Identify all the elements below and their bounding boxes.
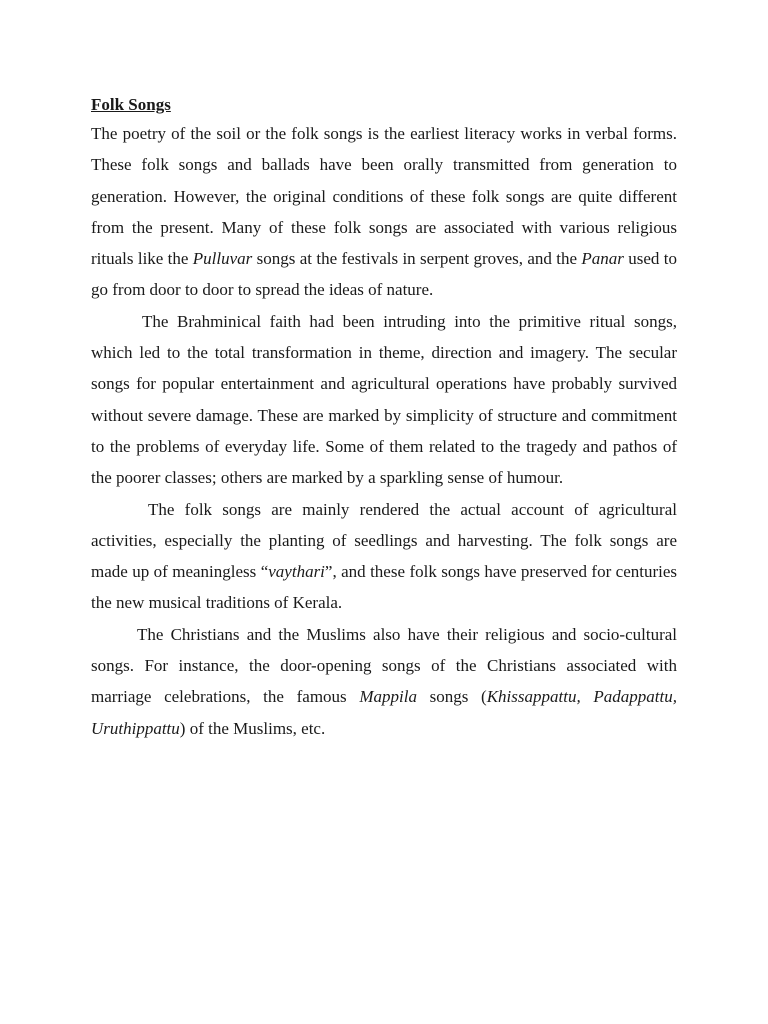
paragraph-4-italic-song-names: Khissappattu, Padappattu, Uruthippattu [91, 687, 677, 738]
paragraph-2: The Brahminical faith had been intruding into the primitive ritual songs, which led to the total transformation in theme, direction and imagery. The secular songs for popular entertainment and agricultural operations have probably survived without severe damage. These are marked by simplicity of structure and commitment to the problems of everyday life. Some of them related to the tragedy and pathos of the poorer classes; others are marked by a sparkling sense of humour. [91, 311, 677, 488]
paragraph-1 [91, 118, 677, 306]
paragraph-1-italic-panar: Panar [581, 249, 624, 269]
section-heading: Folk Songs [91, 95, 171, 114]
paragraph-4-text-a: The Christians and the Muslims also have their religious and socio-cultural songs. For instance, the door-opening songs of the Christians associated with marriage celebrations, the famous [91, 624, 677, 707]
paragraph-1-text-a: The poetry of the soil or the folk songs is the earliest literacy works in verbal forms. These folk songs and ballads have been orally transmitted from generation to generation. However, the original conditions of these folk songs are quite different from the present. Many of these folk songs are associated with various religious rituals like the [91, 124, 677, 269]
paragraph-3 [91, 494, 677, 619]
paragraph-4-text-c: songs ( [416, 687, 487, 707]
paragraph-4 [91, 619, 677, 744]
paragraph-1-italic-pulluvar: Pulluvar [192, 249, 253, 269]
paragraph-4-italic-mappila: Mappila [359, 687, 417, 707]
paragraph-3-text-a: The folk songs are mainly rendered the actual account of agricultural activities, especially the planting of seedlings and harvesting. The folk songs are made up of meaningless “ [91, 499, 677, 582]
paragraph-1-text-c: songs at the festivals in serpent groves, and the [252, 249, 582, 269]
document-body [91, 92, 677, 744]
paragraph-1-text-e: used to go from door to door to spread the ideas of nature. [91, 249, 677, 300]
paragraph-3-text-c: ”, and these folk songs have preserved for centuries the new musical traditions of Kerala. [91, 562, 678, 613]
paragraph-3-italic-vaythari: vaythari [268, 562, 325, 582]
paragraph-4-text-e: ) of the Muslims, etc. [179, 718, 326, 738]
